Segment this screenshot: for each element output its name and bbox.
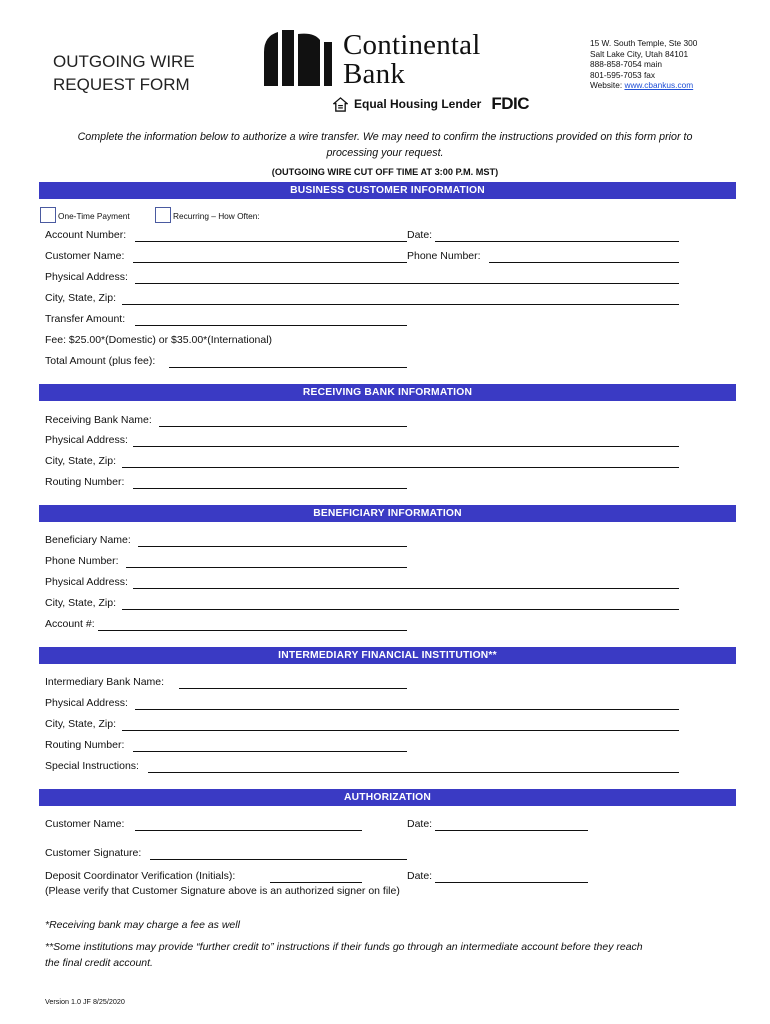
intro-line2: processing your request. xyxy=(326,147,444,159)
form-version: Version 1.0 JF 8/25/2020 xyxy=(45,997,125,1006)
transfer-amount-label: Transfer Amount: xyxy=(45,313,126,325)
intermediary-address-field[interactable] xyxy=(135,709,679,710)
auth-date-field[interactable] xyxy=(435,830,588,831)
beneficiary-city-field[interactable] xyxy=(122,609,679,610)
phone-number-label: Phone Number: xyxy=(407,250,481,262)
beneficiary-address-label: Physical Address: xyxy=(45,576,128,588)
bank-name xyxy=(343,31,481,89)
beneficiary-account-field[interactable] xyxy=(98,630,407,631)
intermediary-city-field[interactable] xyxy=(122,730,679,731)
address-line1: 15 W. South Temple, Ste 300 xyxy=(590,38,698,48)
recurring-label: Recurring – How Often: xyxy=(173,211,260,221)
authorization-section-header: AUTHORIZATION xyxy=(39,789,736,806)
receiving-section-header: RECEIVING BANK INFORMATION xyxy=(39,384,736,401)
date-label: Date: xyxy=(407,229,433,241)
phone-number-field[interactable] xyxy=(489,262,679,263)
beneficiary-name-field[interactable] xyxy=(138,546,407,547)
date-field[interactable] xyxy=(435,241,679,242)
bank-name-line2: Bank xyxy=(343,58,406,90)
auth-customer-name-label: Customer Name: xyxy=(45,818,125,830)
physical-address-field[interactable] xyxy=(135,283,679,284)
intermediary-bank-name-field[interactable] xyxy=(179,688,407,689)
receiving-bank-name-label: Receiving Bank Name: xyxy=(45,414,152,426)
lender-row xyxy=(333,94,529,114)
beneficiary-phone-field[interactable] xyxy=(126,567,407,568)
address-main-phone: 888-858-7054 main xyxy=(590,59,662,69)
further-credit-footnote-line1: **Some institutions may provide “further credit to” instructions if their funds go through an intermediate account before they reach xyxy=(45,941,643,953)
equal-housing-lender: Equal Housing Lender xyxy=(354,97,482,111)
equal-housing-icon xyxy=(333,97,348,112)
auth-date-label: Date: xyxy=(407,818,433,830)
intro-text xyxy=(40,129,730,161)
intermediary-city-label: City, State, Zip: xyxy=(45,718,116,730)
form-title-line1: OUTGOING WIRE xyxy=(53,52,195,71)
intermediary-routing-field[interactable] xyxy=(133,751,407,752)
bank-address xyxy=(590,38,697,91)
website-label: Website: xyxy=(590,80,623,90)
account-number-label: Account Number: xyxy=(45,229,127,241)
beneficiary-address-field[interactable] xyxy=(133,588,679,589)
intermediary-routing-label: Routing Number: xyxy=(45,739,125,751)
further-credit-footnote-line2: the final credit account. xyxy=(45,957,153,969)
total-amount-field[interactable] xyxy=(169,367,407,368)
receiving-routing-field[interactable] xyxy=(133,488,407,489)
beneficiary-account-label: Account #: xyxy=(45,618,95,630)
customer-signature-label: Customer Signature: xyxy=(45,847,142,859)
one-time-payment-label: One-Time Payment xyxy=(58,211,130,221)
beneficiary-name-label: Beneficiary Name: xyxy=(45,534,131,546)
beneficiary-phone-label: Phone Number: xyxy=(45,555,119,567)
fee-footnote: *Receiving bank may charge a fee as well xyxy=(45,919,240,931)
receiving-routing-label: Routing Number: xyxy=(45,476,125,488)
recurring-checkbox[interactable] xyxy=(155,207,171,223)
intermediary-section-header: INTERMEDIARY FINANCIAL INSTITUTION** xyxy=(39,647,736,664)
verify-signer-note: (Please verify that Customer Signature above is an authorized signer on file) xyxy=(45,885,400,897)
transfer-amount-field[interactable] xyxy=(135,325,407,326)
receiving-bank-name-field[interactable] xyxy=(159,426,407,427)
receiving-address-field[interactable] xyxy=(133,446,679,447)
business-section-header: BUSINESS CUSTOMER INFORMATION xyxy=(39,182,736,199)
bank-logo-mark-icon xyxy=(262,28,334,92)
physical-address-label: Physical Address: xyxy=(45,271,128,283)
deposit-coordinator-label: Deposit Coordinator Verification (Initials): xyxy=(45,870,236,882)
total-amount-label: Total Amount (plus fee): xyxy=(45,355,156,367)
special-instructions-field[interactable] xyxy=(148,772,679,773)
city-state-zip-label: City, State, Zip: xyxy=(45,292,116,304)
auth-customer-name-field[interactable] xyxy=(135,830,362,831)
form-title xyxy=(53,50,195,96)
intermediary-address-label: Physical Address: xyxy=(45,697,128,709)
receiving-address-label: Physical Address: xyxy=(45,434,128,446)
intro-line1: Complete the information below to authorize a wire transfer. We may need to confirm the instructions provided on this form prior to xyxy=(77,131,693,143)
website-row xyxy=(590,80,697,91)
beneficiary-section-header: BENEFICIARY INFORMATION xyxy=(39,505,736,522)
city-state-zip-field[interactable] xyxy=(122,304,679,305)
fee-text: Fee: $25.00*(Domestic) or $35.00*(International) xyxy=(45,334,273,346)
coordinator-date-label: Date: xyxy=(407,870,433,882)
intermediary-bank-name-label: Intermediary Bank Name: xyxy=(45,676,165,688)
customer-name-label: Customer Name: xyxy=(45,250,125,262)
form-title-line2: REQUEST FORM xyxy=(53,75,190,94)
customer-name-field[interactable] xyxy=(133,262,407,263)
cutoff-notice: (OUTGOING WIRE CUT OFF TIME AT 3:00 P.M. MST) xyxy=(271,167,499,177)
account-number-field[interactable] xyxy=(135,241,407,242)
bank-name-line1: Continental xyxy=(343,29,481,61)
receiving-city-label: City, State, Zip: xyxy=(45,455,116,467)
fdic-logo: FDIC xyxy=(491,94,530,113)
coordinator-date-field[interactable] xyxy=(435,882,588,883)
deposit-coordinator-field[interactable] xyxy=(270,882,362,883)
receiving-city-field[interactable] xyxy=(122,467,679,468)
website-link[interactable]: www.cbankus.com xyxy=(624,80,694,90)
customer-signature-field[interactable] xyxy=(150,859,407,860)
address-fax: 801-595-7053 fax xyxy=(590,69,656,80)
address-line2: Salt Lake City, Utah 84101 xyxy=(590,48,689,59)
one-time-payment-checkbox[interactable] xyxy=(40,207,56,223)
special-instructions-label: Special Instructions: xyxy=(45,760,139,772)
beneficiary-city-label: City, State, Zip: xyxy=(45,597,116,609)
